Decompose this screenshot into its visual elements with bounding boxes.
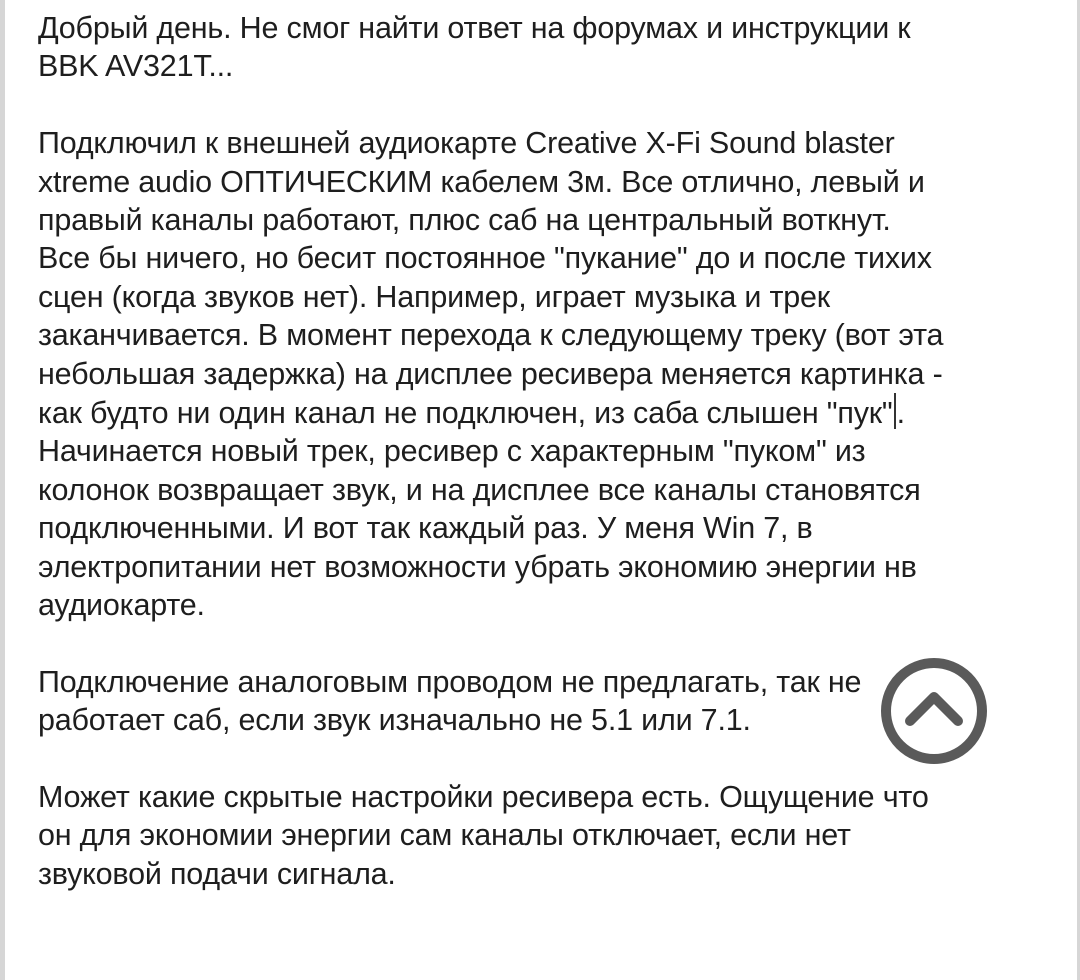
text-line: работает саб, если звук изначально не 5.1 или 7.1. xyxy=(38,703,751,738)
text-line: подключенными. И вот так каждый раз. У меня Win 7, в xyxy=(38,511,813,546)
paragraph-question xyxy=(38,778,1063,893)
text-line: Все бы ничего, но бесит постоянное "пукание" до и после тихих xyxy=(38,241,932,276)
text-line: правый каналы работают, плюс саб на центральный воткнут. xyxy=(38,203,891,238)
text-line: небольшая задержка) на дисплее ресивера меняется картинка - xyxy=(38,356,943,391)
chevron-up-circle-icon xyxy=(877,654,991,768)
text-line: аудиокарте. xyxy=(38,588,205,623)
scroll-to-top-button[interactable] xyxy=(877,654,991,768)
text-line: сцен (когда звуков нет). Например, играет музыка и трек xyxy=(38,279,830,314)
text-line: Подключение аналоговым проводом не предлагать, так не xyxy=(38,664,862,699)
text-line: звуковой подачи сигнала. xyxy=(38,856,396,891)
text-line: BBK AV321T... xyxy=(38,49,234,84)
text-line: как будто ни один канал не подключен, из саба слышен "пук" xyxy=(38,396,893,431)
text-line: Начинается новый трек, ресивер с характерным "пуком" из xyxy=(38,434,866,469)
paragraph-problem xyxy=(38,124,1063,624)
text-line: колонок возвращает звук, и на дисплее все каналы становятся xyxy=(38,472,921,507)
text-line: Добрый день. Не смог найти ответ на форумах и инструкции к xyxy=(38,11,911,45)
text-line: он для экономии энергии сам каналы отключает, если нет xyxy=(38,818,851,853)
text-cursor xyxy=(894,393,896,429)
paragraph-greeting xyxy=(38,9,1063,86)
text-line: электропитании нет возможности убрать экономию энергии нв xyxy=(38,549,917,584)
text-line-tail: . xyxy=(896,396,905,431)
text-line: Может какие скрытые настройки ресивера есть. Ощущение что xyxy=(38,780,929,815)
text-line: xtreme audio ОПТИЧЕСКИМ кабелем 3м. Все отлично, левый и xyxy=(38,164,925,199)
post-text[interactable] xyxy=(38,9,1063,932)
text-line: Подключил к внешней аудиокарте Creative X-Fi Sound blaster xyxy=(38,126,895,161)
text-line: заканчивается. В момент перехода к следующему треку (вот эта xyxy=(38,318,944,353)
